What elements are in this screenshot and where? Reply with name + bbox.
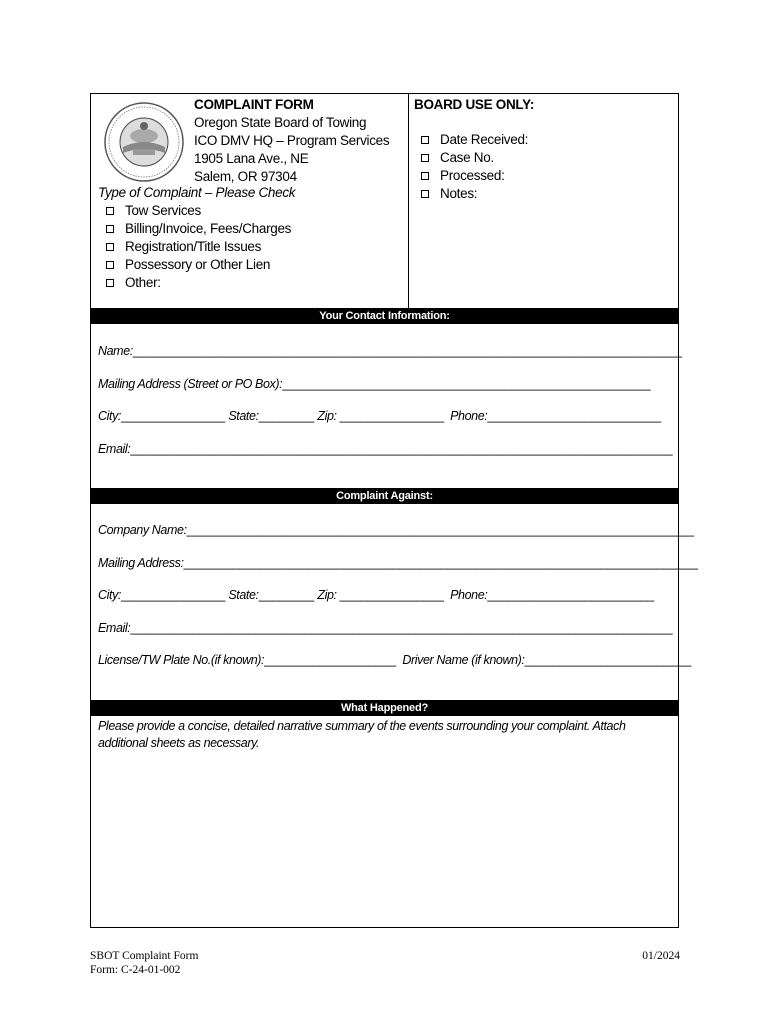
contact-name-field[interactable]: Name:_______________________________________________________________________________ xyxy=(98,344,683,358)
state-label: State: xyxy=(228,409,259,423)
against-email-field[interactable]: Email:______________________________________________________________________________ xyxy=(98,621,673,635)
complaint-against-heading: Complaint Against: xyxy=(91,488,678,504)
city-label: City: xyxy=(98,409,122,423)
board-use-title: BOARD USE ONLY: xyxy=(414,97,535,112)
contact-city-state-zip-phone-row[interactable]: City:_______________ State:________ Zip: _______________ Phone:_________________________ xyxy=(98,409,662,423)
complaint-type-label: Type of Complaint – Please Check xyxy=(98,185,296,200)
city-state-zip: Salem, OR 97304 xyxy=(194,169,297,184)
board-use-item xyxy=(414,185,534,203)
checkbox[interactable] xyxy=(106,261,114,269)
driver-label: Driver Name (if known): xyxy=(402,653,525,667)
option-label: Possessory or Other Lien xyxy=(125,257,271,272)
checkbox xyxy=(421,136,429,144)
agency-name: Oregon State Board of Towing xyxy=(194,115,367,130)
board-use-item xyxy=(414,167,534,185)
board-use-label: Case No. xyxy=(440,150,494,165)
against-mailing-address-field[interactable]: Mailing Address:__________________________________________________________________________ xyxy=(98,556,698,570)
contact-email-field[interactable]: Email:______________________________________________________________________________ xyxy=(98,442,673,456)
complaint-type-option[interactable] xyxy=(98,202,295,220)
footer-date: 01/2024 xyxy=(642,950,680,962)
complaint-type-option[interactable] xyxy=(98,238,295,256)
board-use-item xyxy=(414,131,534,149)
what-happened-instructions: Please provide a concise, detailed narrative summary of the events surrounding your complaint. Attach additional sheets as necessary. xyxy=(98,719,626,750)
footer-form-number: Form: C-24-01-002 xyxy=(90,964,181,976)
checkbox xyxy=(421,172,429,180)
license-driver-row[interactable]: License/TW Plate No.(if known):___________________ Driver Name (if known):________________________ xyxy=(98,653,692,667)
complaint-form xyxy=(90,93,698,928)
complaint-type-option[interactable] xyxy=(98,256,295,274)
office-name: ICO DMV HQ – Program Services xyxy=(194,133,390,148)
board-use-label: Notes: xyxy=(440,186,478,201)
field-label: Company Name: xyxy=(98,523,187,537)
board-use-label: Date Received: xyxy=(440,132,529,147)
state-seal-icon xyxy=(103,101,185,183)
phone-label: Phone: xyxy=(450,409,488,423)
complaint-type-section xyxy=(98,184,295,292)
option-label: Tow Services xyxy=(125,203,201,218)
phone-label: Phone: xyxy=(450,588,488,602)
column-divider xyxy=(408,94,409,308)
option-label: Registration/Title Issues xyxy=(125,239,262,254)
option-label: Billing/Invoice, Fees/Charges xyxy=(125,221,292,236)
zip-label: Zip: xyxy=(317,588,337,602)
form-title: COMPLAINT FORM xyxy=(194,97,314,112)
license-label: License/TW Plate No.(if known): xyxy=(98,653,265,667)
checkbox xyxy=(421,190,429,198)
complaint-type-option[interactable] xyxy=(98,220,295,238)
street-address: 1905 Lana Ave., NE xyxy=(194,151,309,166)
contact-mailing-address-field[interactable]: Mailing Address (Street or PO Box):_____________________________________________________ xyxy=(98,377,651,391)
field-label: Name: xyxy=(98,344,133,358)
checkbox[interactable] xyxy=(106,225,114,233)
option-label: Other: xyxy=(125,275,161,290)
form-header-section xyxy=(91,94,678,308)
checkbox[interactable] xyxy=(106,279,114,287)
field-label: Mailing Address (Street or PO Box): xyxy=(98,377,283,391)
what-happened-heading: What Happened? xyxy=(91,700,678,716)
footer-left xyxy=(90,949,198,977)
checkbox xyxy=(421,154,429,162)
form-header-text xyxy=(194,96,389,186)
field-label: Mailing Address: xyxy=(98,556,184,570)
field-label: Email: xyxy=(98,442,131,456)
city-label: City: xyxy=(98,588,122,602)
contact-section-heading: Your Contact Information: xyxy=(91,308,678,324)
footer-form-name: SBOT Complaint Form xyxy=(90,950,199,962)
field-label: Email: xyxy=(98,621,131,635)
checkbox[interactable] xyxy=(106,207,114,215)
zip-label: Zip: xyxy=(317,409,337,423)
company-name-field[interactable]: Company Name:_________________________________________________________________________ xyxy=(98,523,695,537)
complaint-type-option[interactable] xyxy=(98,274,295,292)
state-label: State: xyxy=(228,588,259,602)
checkbox[interactable] xyxy=(106,243,114,251)
board-use-item xyxy=(414,149,534,167)
board-use-label: Processed: xyxy=(440,168,505,183)
board-use-section xyxy=(414,96,534,203)
against-city-state-zip-phone-row[interactable]: City:_______________ State:________ Zip: _______________ Phone:________________________ xyxy=(98,588,655,602)
